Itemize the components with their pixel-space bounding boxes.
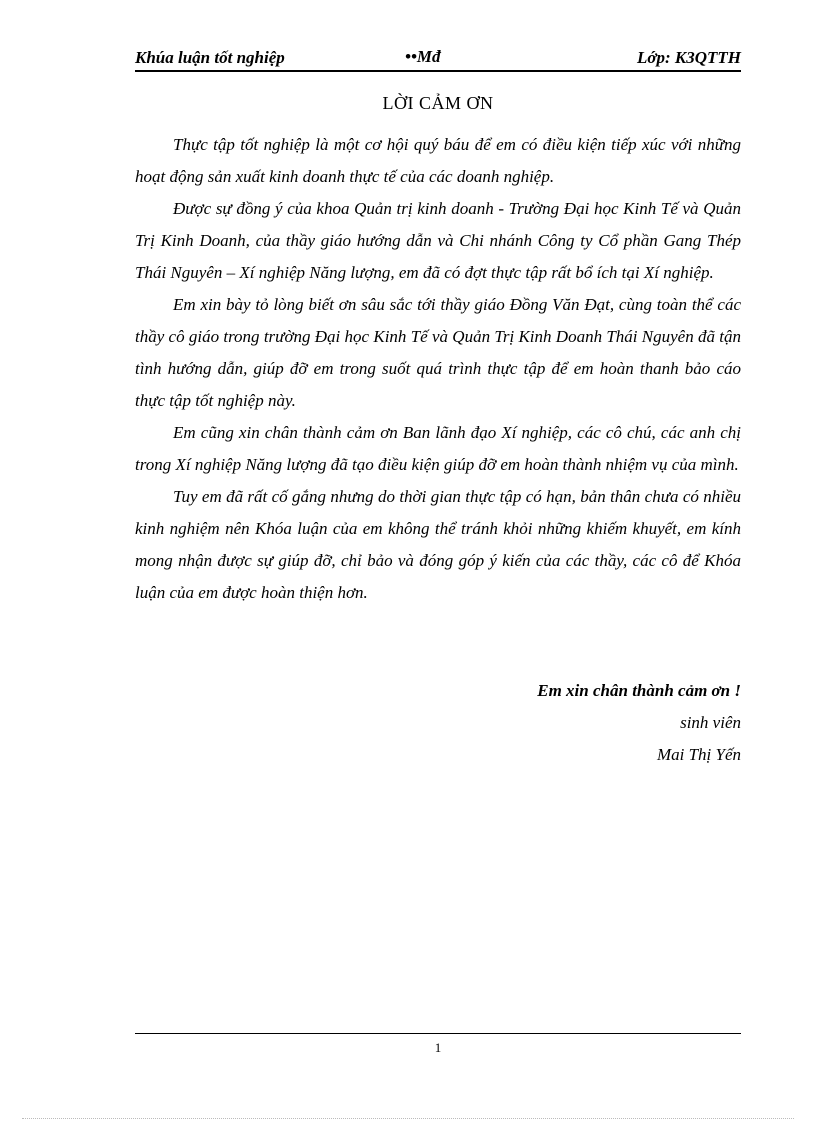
page-title: LỜI CẢM ƠN: [382, 93, 494, 113]
page-number: 1: [434, 1040, 442, 1055]
signer-role: sinh viên: [680, 713, 741, 732]
page-header: [135, 48, 741, 70]
header-rule: [135, 70, 741, 72]
paragraph: Thực tập tốt nghiệp là một cơ hội quý báu để em có điều kiện tiếp xúc với những hoạt động sản xuất kinh doanh thực tế của các doanh nghiệp.: [135, 135, 741, 186]
header-thesis-label: Khúa luận tốt nghiệp: [135, 48, 285, 67]
page-edge-divider: [22, 1118, 794, 1119]
acknowledgement-body: [135, 129, 741, 609]
paragraph: Tuy em đã rất cố gắng nhưng do thời gian thực tập có hạn, bản thân chưa có nhiều kinh nghiệm nên Khóa luận của em không thể tránh khỏi những khiếm khuyết, em kính mong nhận được sự giúp đỡ, chỉ bảo và đóng góp ý kiến của các thầy, các cô để Khóa luận của em được hoàn thiện hơn.: [135, 487, 741, 602]
header-ornament: ••Mđ: [405, 47, 441, 66]
paragraph: Em cũng xin chân thành cảm ơn Ban lãnh đạo Xí nghiệp, các cô chú, các anh chị trong Xí nghiệp Năng lượng đã tạo điều kiện giúp đỡ em hoàn thành nhiệm vụ của mình.: [135, 423, 741, 474]
closing-thanks: Em xin chân thành cảm ơn !: [537, 681, 741, 700]
signer-name: Mai Thị Yến: [656, 745, 741, 764]
paragraph: Được sự đồng ý của khoa Quản trị kinh doanh - Trường Đại học Kinh Tế và Quản Trị Kinh Doanh, của thầy giáo hướng dẫn và Chi nhánh Công ty Cổ phần Gang Thép Thái Nguyên – Xí nghiệp Năng lượng, em đã có đợt thực tập rất bổ ích tại Xí nghiệp.: [135, 199, 741, 282]
paragraph: Em xin bày tỏ lòng biết ơn sâu sắc tới thầy giáo Đồng Văn Đạt, cùng toàn thể các thầy cô giáo trong trường Đại học Kinh Tế và Quản Trị Kinh Doanh Thái Nguyên đã tận tình hướng dẫn, giúp đỡ em trong suốt quá trình thực tập để em hoàn thanh bảo cáo thực tập tốt nghiệp này.: [135, 295, 741, 410]
footer-rule: [135, 1033, 741, 1034]
header-class-label: Lớp: K3QTTH: [636, 48, 741, 67]
